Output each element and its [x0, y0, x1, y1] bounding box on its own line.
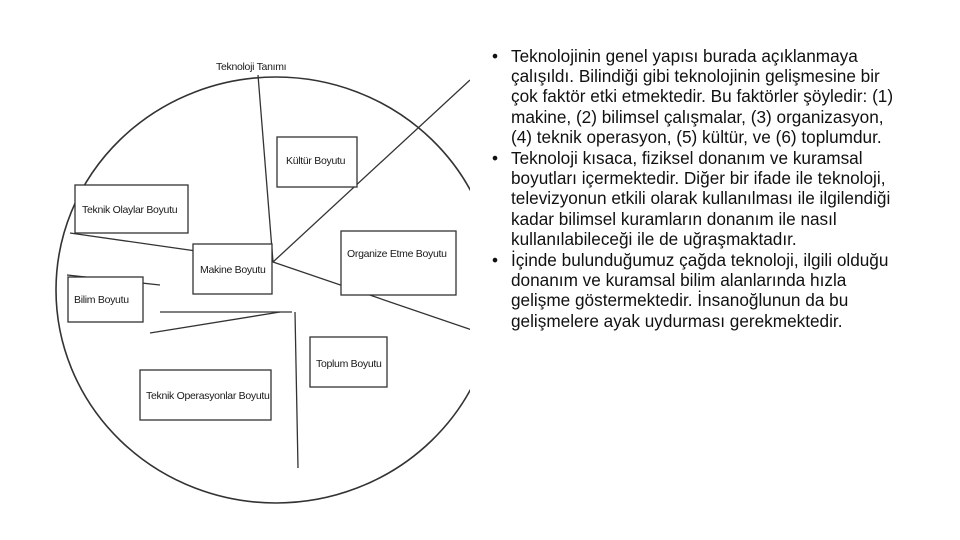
box-teknik-operasyonlar-label: Teknik Operasyonlar Boyutu: [146, 390, 270, 402]
bullet-marker: •: [492, 46, 499, 66]
bullet-marker: •: [492, 148, 499, 169]
box-kultur-label: Kültür Boyutu: [286, 155, 346, 167]
bullet-list: [492, 46, 902, 332]
box-teknik-olaylar: [75, 185, 188, 233]
box-organize-label: Organize Etme Boyutu: [347, 248, 447, 260]
box-teknik-olaylar-label: Teknik Olaylar Boyutu: [82, 204, 178, 216]
box-bilim: [68, 277, 143, 322]
technology-definition-diagram: [0, 0, 470, 540]
bullet-text: İçinde bulunduğumuz çağda teknoloji, ilgili olduğu donanım ve kuramsal bilim alanlarında hızla gelişme göstermektedir. İnsanoğlunun da bu gelişmelere ayak uydurması gerekmektedir.: [511, 250, 889, 331]
bullet-text: Teknolojinin genel yapısı burada açıklanmaya çalışıldı. Bilindiği gibi teknolojinin gelişmesine bir çok faktör etki etmektedir. Bu faktörler şöyledir: (1) makine, (2) bilimsel çalışmalar, (3) organizasyon, (4) teknik operasyon, (5) kültür, ve (6) toplumdur.: [511, 46, 894, 147]
bullet-item: [492, 148, 902, 249]
diagram-title: Teknoloji Tanımı: [216, 61, 287, 73]
box-makine-label: Makine Boyutu: [200, 264, 266, 276]
box-toplum: [310, 337, 387, 387]
box-teknik-operasyonlar: [140, 370, 271, 420]
bullet-item: [492, 46, 902, 147]
box-kultur: [277, 137, 357, 187]
bullet-item: [492, 250, 902, 331]
bullet-text: Teknoloji kısaca, fiziksel donanım ve kuramsal boyutları içermektedir. Diğer bir ifade ile teknoloji, televizyonun etkili olarak kullanılması ile ilgilendiği kadar bilimsel kuramların donanım ile nasıl kullanılabileceği ile de uğraşmaktadır.: [511, 148, 891, 249]
box-bilim-label: Bilim Boyutu: [74, 294, 129, 306]
box-organize: [341, 231, 456, 295]
box-toplum-label: Toplum Boyutu: [316, 358, 382, 370]
bullet-marker: •: [492, 250, 499, 271]
box-makine: [193, 244, 272, 294]
